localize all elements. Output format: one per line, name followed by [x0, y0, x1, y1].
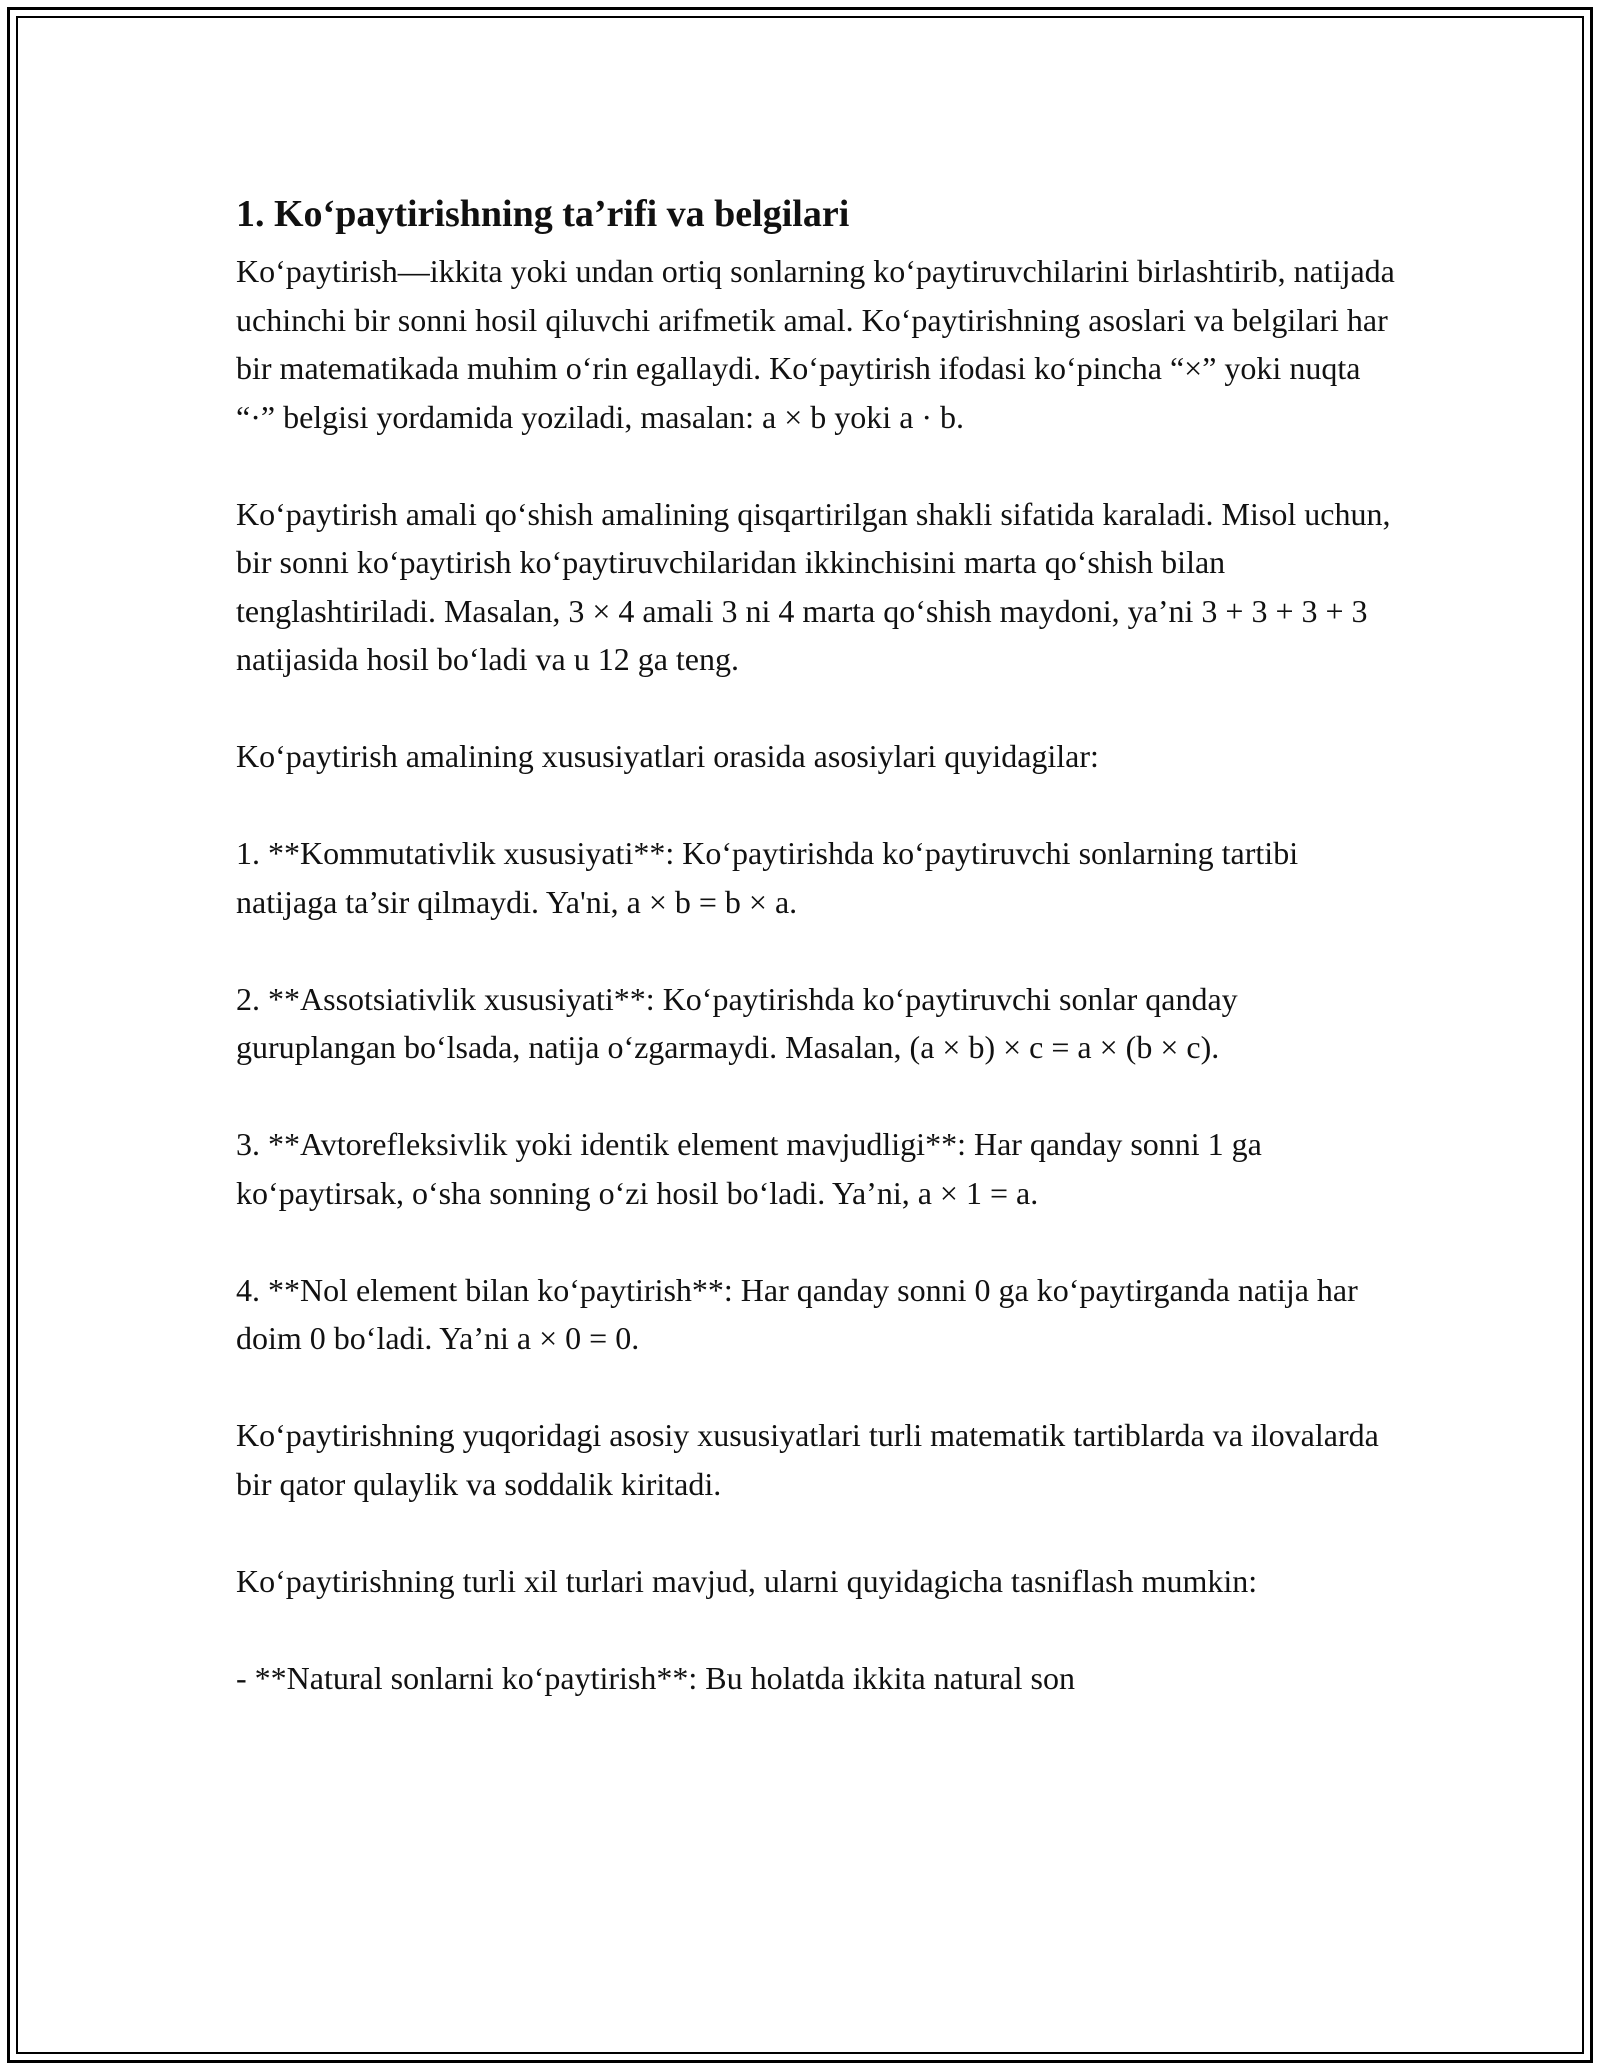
document-body [236, 183, 1396, 1751]
paragraph-types-intro: Ko‘paytirishning turli xil turlari mavjud, ularni quyidagicha tasniflash mumkin: [236, 1562, 1258, 1599]
paragraph-summary: Ko‘paytirishning yuqoridagi asosiy xususiyatlari turli matematik tartiblarda va ilovalarda bir qator qulaylik va soddalik kiritadi. [236, 1417, 1379, 1502]
paragraph-natural-numbers: - **Natural sonlarni ko‘paytirish**: Bu holatda ikkita natural son [236, 1659, 1075, 1696]
document-title: 1. Ko‘paytirishning ta’rifi va belgilari [236, 193, 850, 235]
paragraph-properties-intro: Ko‘paytirish amalining xususiyatlari orasida asosiylari quyidagilar: [236, 738, 1099, 774]
paragraph-repeated-addition: Ko‘paytirish amali qo‘shish amalining qisqartirilgan shakli sifatida karaladi. Misol uchun, bir sonni ko‘paytirish ko‘paytiruvchilaridan ikkinchisini marta qo‘shish bilan tenglashtiriladi. Masalan, 3 × 4 amali 3 ni 4 marta qo‘shish maydoni, ya’ni 3 + 3 + 3 + 3 natijasida hosil bo‘ladi va u 12 ga teng. [236, 495, 1391, 677]
paragraph-associative: 2. **Assotsiativlik xususiyati**: Ko‘paytirishda ko‘paytiruvchi sonlar qanday guruplangan bo‘lsada, natija o‘zgarmaydi. Masalan, (a × b) × c = a × (b × c). [236, 980, 1238, 1065]
paragraph-definition: Ko‘paytirish—ikkita yoki undan ortiq sonlarning ko‘paytiruvchilarini birlashtirib, natijada uchinchi bir sonni hosil qiluvchi arifmetik amal. Ko‘paytirishning asoslari va belgilari har bir matematikada muhim o‘rin egallaydi. Ko‘paytirish ifodasi ko‘pincha “×” yoki nuqta “·” belgisi yordamida yoziladi, masalan: a × b yoki a · b. [236, 253, 1395, 435]
paragraph-zero: 4. **Nol element bilan ko‘paytirish**: Har qanday sonni 0 ga ko‘paytirganda natija har doim 0 bo‘ladi. Ya’ni a × 0 = 0. [236, 1271, 1358, 1356]
paragraph-commutative: 1. **Kommutativlik xususiyati**: Ko‘paytirishda ko‘paytiruvchi sonlarning tartibi natijaga ta’sir qilmaydi. Ya'ni, a × b = b × a. [236, 835, 1299, 920]
paragraph-identity: 3. **Avtorefleksivlik yoki identik element mavjudligi**: Har qanday sonni 1 ga ko‘paytirsak, o‘sha sonning o‘zi hosil bo‘ladi. Ya’ni, a × 1 = a. [236, 1126, 1262, 1211]
